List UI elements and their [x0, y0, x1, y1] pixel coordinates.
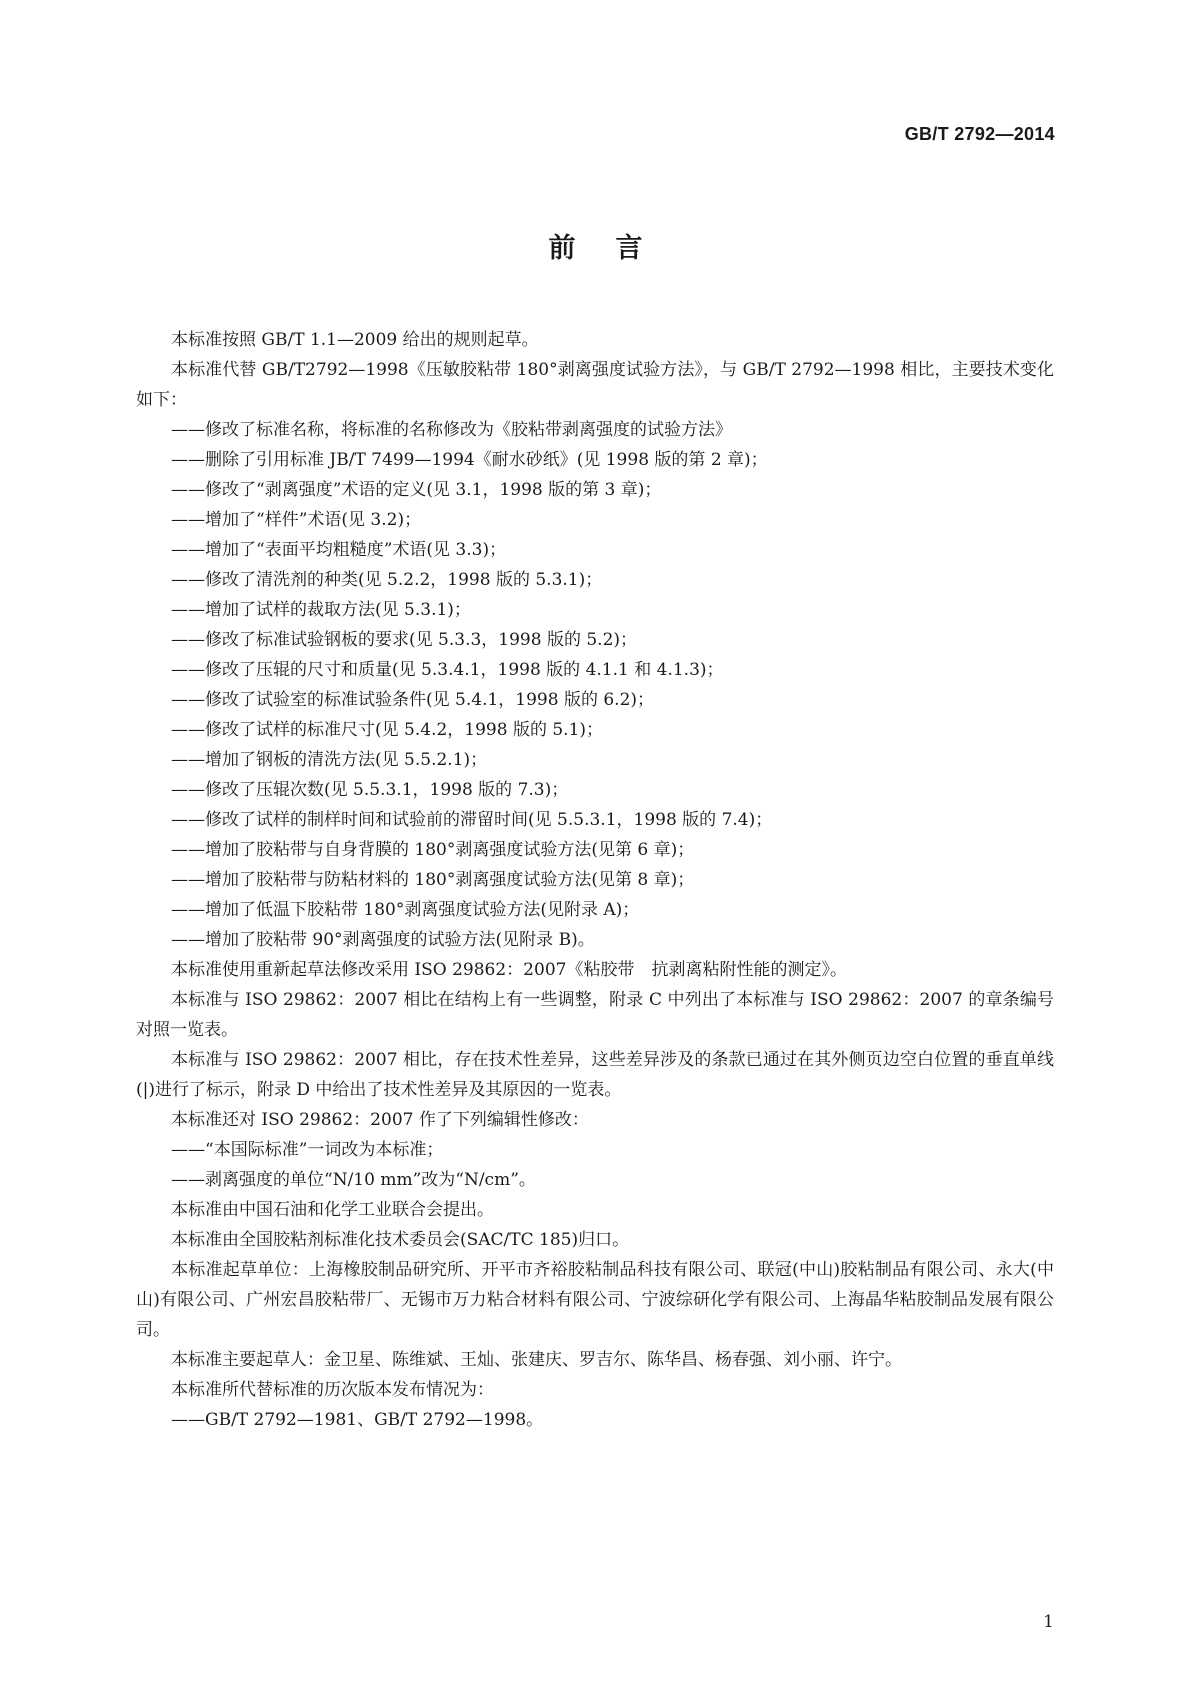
change-list-item: ——修改了压辊的尺寸和质量(见 5.3.4.1，1998 版的 4.1.1 和 4.1.3)；: [171, 660, 724, 680]
paragraph: 本标准所代替标准的历次版本发布情况为：: [171, 1380, 494, 1400]
change-list-item: ——增加了胶粘带与防粘材料的 180°剥离强度试验方法(见第 8 章)；: [171, 870, 695, 890]
change-list-item: ——修改了试验室的标准试验条件(见 5.4.1，1998 版的 6.2)；: [171, 690, 655, 710]
paragraph: 本标准与 ISO 29862：2007 相比在结构上有一些调整，附录 C 中列出了本标准与 ISO 29862：2007 的章条编号对照一览表。: [136, 990, 1054, 1040]
page-title: 前言: [548, 233, 683, 264]
change-list-item: ——增加了钢板的清洗方法(见 5.5.2.1)；: [171, 750, 488, 770]
edit-list-item: ——“本国际标准”一词改为本标准；: [171, 1140, 444, 1160]
change-list-item: ——删除了引用标准 JB/T 7499—1994《耐水砂纸》(见 1998 版的第 2 章)；: [171, 450, 768, 470]
change-list-item: ——增加了胶粘带 90°剥离强度的试验方法(见附录 B)。: [171, 930, 595, 950]
change-list-item: ——修改了标准试验钢板的要求(见 5.3.3，1998 版的 5.2)；: [171, 630, 638, 650]
paragraph: 本标准按照 GB/T 1.1—2009 给出的规则起草。: [171, 330, 539, 350]
paragraph: 本标准还对 ISO 29862：2007 作了下列编辑性修改：: [171, 1110, 589, 1130]
change-list-item: ——修改了试样的标准尺寸(见 5.4.2，1998 版的 5.1)；: [171, 720, 604, 740]
edit-list-item: ——剥离强度的单位“N/10 mm”改为“N/cm”。: [171, 1170, 536, 1190]
foreword-body: [136, 325, 1054, 1435]
change-list-item: ——增加了试样的裁取方法(见 5.3.1)；: [171, 600, 471, 620]
paragraph: 本标准主要起草人：金卫星、陈维斌、王灿、张建庆、罗吉尔、陈华昌、杨春强、刘小丽、许宁。: [171, 1350, 902, 1370]
paragraph: 本标准代替 GB/T2792—1998《压敏胶粘带 180°剥离强度试验方法》，与 GB/T 2792—1998 相比，主要技术变化如下：: [136, 360, 1054, 410]
paragraph: 本标准由中国石油和化学工业联合会提出。: [171, 1200, 494, 1220]
history-list-item: ——GB/T 2792—1981、GB/T 2792—1998。: [171, 1410, 544, 1430]
change-list-item: ——修改了清洗剂的种类(见 5.2.2，1998 版的 5.3.1)；: [171, 570, 603, 590]
paragraph: 本标准使用重新起草法修改采用 ISO 29862：2007《粘胶带 抗剥离粘附性能的测定》。: [171, 960, 847, 980]
change-list-item: ——修改了标准名称，将标准的名称修改为《胶粘带剥离强度的试验方法》: [171, 420, 732, 440]
change-list-item: ——增加了低温下胶粘带 180°剥离强度试验方法(见附录 A)；: [171, 900, 640, 920]
page-number: 1: [1043, 1612, 1054, 1632]
change-list-item: ——修改了压辊次数(见 5.5.3.1，1998 版的 7.3)；: [171, 780, 569, 800]
change-list-item: ——增加了胶粘带与自身背膜的 180°剥离强度试验方法(见第 6 章)；: [171, 840, 695, 860]
standard-code: GB/T 2792—2014: [904, 124, 1055, 144]
change-list-item: ——增加了“表面平均粗糙度”术语(见 3.3)；: [171, 540, 507, 560]
change-list-item: ——修改了“剥离强度”术语的定义(见 3.1，1998 版的第 3 章)；: [171, 480, 662, 500]
paragraph: 本标准与 ISO 29862：2007 相比，存在技术性差异，这些差异涉及的条款已通过在其外侧页边空白位置的垂直单线(|)进行了标示，附录 D 中给出了技术性差异及其原因的一览表。: [136, 1050, 1054, 1100]
change-list-item: ——修改了试样的制样时间和试验前的滞留时间(见 5.5.3.1，1998 版的 7.4)；: [171, 810, 773, 830]
paragraph: 本标准起草单位：上海橡胶制品研究所、开平市齐裕胶粘制品科技有限公司、联冠(中山)胶粘制品有限公司、永大(中山)有限公司、广州宏昌胶粘带厂、无锡市万力粘合材料有限公司、宁波综研化学有限公司、上海晶华粘胶制品发展有限公司。: [136, 1260, 1054, 1340]
paragraph: 本标准由全国胶粘剂标准化技术委员会(SAC/TC 185)归口。: [171, 1230, 630, 1250]
change-list-item: ——增加了“样件”术语(见 3.2)；: [171, 510, 422, 530]
